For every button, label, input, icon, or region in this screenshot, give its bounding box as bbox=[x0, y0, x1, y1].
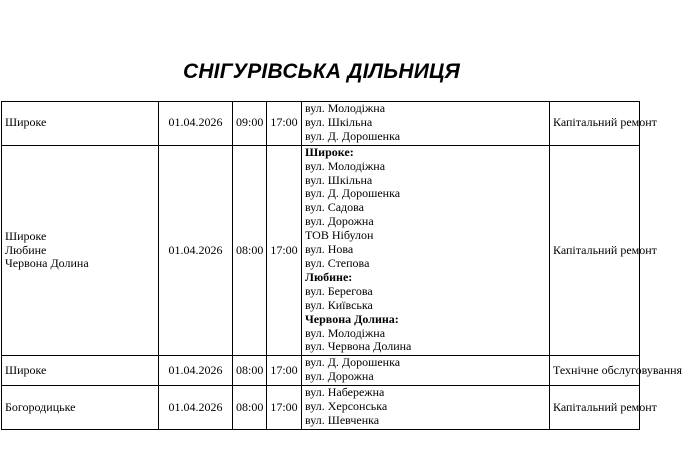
street-name: вул. Нова bbox=[305, 242, 354, 257]
street-name: вул. Степова bbox=[305, 255, 370, 270]
date-cell: 01.04.2026 bbox=[159, 145, 233, 356]
settlement-heading: Широке: bbox=[305, 144, 354, 159]
settlement-name: Червона Долина bbox=[5, 256, 89, 271]
street-name: вул. Д. Дорошенка bbox=[305, 355, 401, 370]
street-name: вул. Шкільна bbox=[305, 114, 373, 129]
street-name: вул. Набережна bbox=[305, 385, 385, 400]
work-type-cell: Капітальний ремонт bbox=[550, 386, 640, 430]
outage-schedule-table bbox=[1, 101, 682, 430]
end-time-cell: 17:00 bbox=[267, 145, 302, 356]
work-type-cell: Технічне обслуговування bbox=[550, 356, 640, 386]
street-name: вул. Д. Дорошенка bbox=[305, 186, 401, 201]
start-time-cell: 08:00 bbox=[233, 356, 267, 386]
settlement-heading: Червона Долина: bbox=[305, 311, 399, 326]
settlement-name: Широке bbox=[5, 115, 47, 130]
street-name: вул. Дорожна bbox=[305, 214, 374, 229]
settlement-name: Богородицьке bbox=[5, 399, 76, 414]
settlement-cell bbox=[2, 102, 159, 146]
work-type-cell: Капітальний ремонт bbox=[550, 102, 640, 146]
streets-cell bbox=[302, 356, 550, 386]
start-time-cell: 08:00 bbox=[233, 145, 267, 356]
date-cell: 01.04.2026 bbox=[159, 356, 233, 386]
table-row bbox=[2, 386, 640, 430]
street-name: вул. Херсонська bbox=[305, 399, 388, 414]
street-name: вул. Молодіжна bbox=[305, 325, 386, 340]
streets-cell bbox=[302, 145, 550, 356]
date-cell: 01.04.2026 bbox=[159, 102, 233, 146]
street-name: вул. Д. Дорошенка bbox=[305, 128, 401, 143]
table-row bbox=[2, 356, 640, 386]
start-time-cell: 09:00 bbox=[233, 102, 267, 146]
street-name: ТОВ Нібулон bbox=[305, 228, 374, 243]
page-title: СНІГУРІВСЬКА ДІЛЬНИЦЯ bbox=[182, 60, 461, 83]
settlement-cell bbox=[2, 145, 159, 356]
settlement-heading: Любине: bbox=[305, 269, 353, 284]
street-name: вул. Шкільна bbox=[305, 172, 373, 187]
table-row bbox=[2, 145, 640, 356]
settlement-cell bbox=[2, 386, 159, 430]
street-name: вул. Молодіжна bbox=[305, 101, 386, 115]
work-type-cell: Капітальний ремонт bbox=[550, 145, 640, 356]
end-time-cell: 17:00 bbox=[267, 102, 302, 146]
date-cell: 01.04.2026 bbox=[159, 386, 233, 430]
start-time-cell: 08:00 bbox=[233, 386, 267, 430]
street-name: вул. Молодіжна bbox=[305, 158, 386, 173]
streets-cell bbox=[302, 386, 550, 430]
street-name: вул. Берегова bbox=[305, 283, 373, 298]
end-time-cell: 17:00 bbox=[267, 386, 302, 430]
street-name: вул. Шевченка bbox=[305, 412, 380, 427]
street-name: вул. Червона Долина bbox=[305, 339, 412, 354]
settlement-cell bbox=[2, 356, 159, 386]
street-name: вул. Дорожна bbox=[305, 369, 374, 384]
settlement-name: Широке bbox=[5, 362, 47, 377]
street-name: вул. Садова bbox=[305, 200, 364, 215]
streets-cell bbox=[302, 102, 550, 146]
street-name: вул. Київська bbox=[305, 297, 373, 312]
settlement-name: Широке bbox=[5, 228, 47, 243]
settlement-name: Любине bbox=[5, 242, 47, 257]
table-row bbox=[2, 102, 640, 146]
end-time-cell: 17:00 bbox=[267, 356, 302, 386]
table-body bbox=[2, 101, 682, 430]
